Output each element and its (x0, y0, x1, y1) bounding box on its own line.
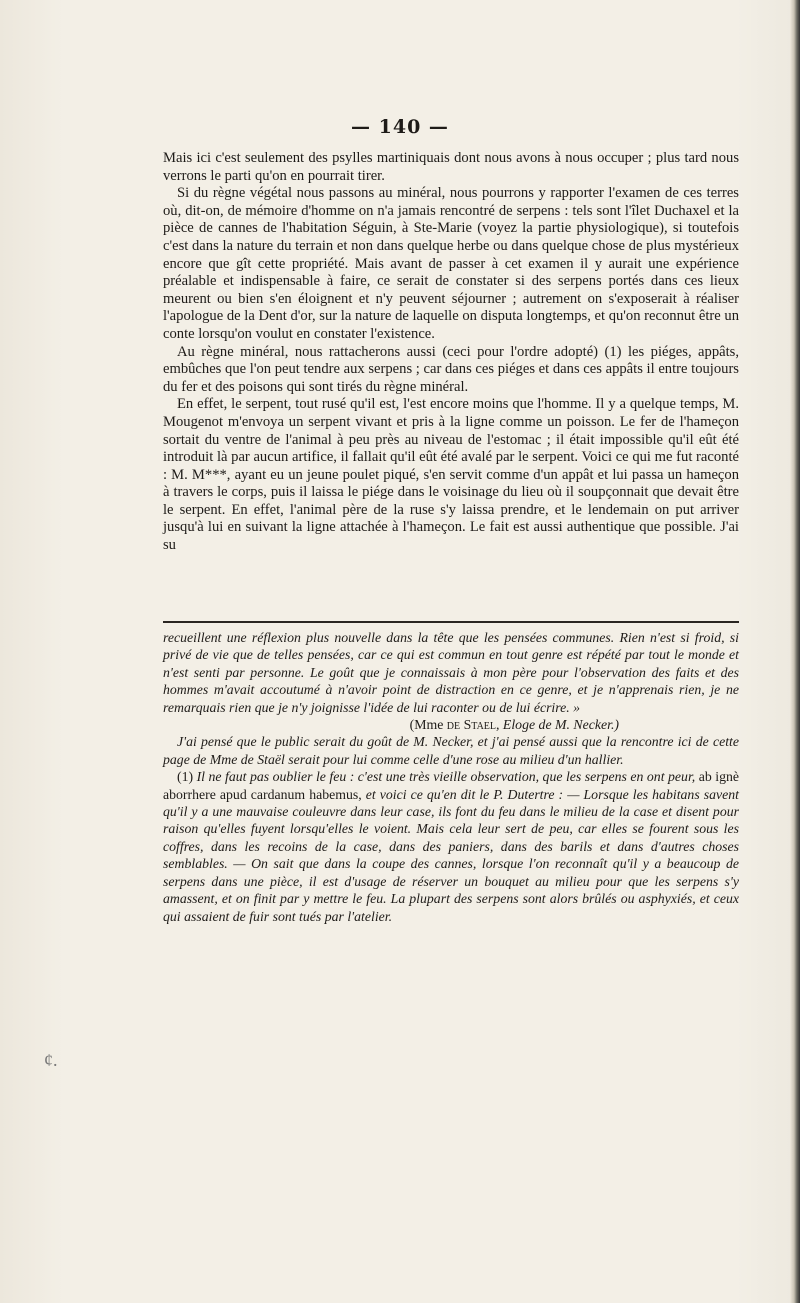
paragraph: En effet, le serpent, tout rusé qu'il est, l'est encore moins que l'homme. Il y a quelque temps, M. Mougenot m'envoya un serpent vivant et pris à la ligne comme un poisson. Le fer de l'hameçon sortait du ventre de l'animal à peu près au niveau de l'estomac ; il était impossible qu'il eût été introduit là par aucun artifice, il fallait qu'il eût été avalé par le serpent. Voici ce qui me fut raconté : M. M***, ayant eu un jeune poulet piqué, s'en servit comme d'un appât et lui passa un hameçon à travers le corps, puis il laissa le piége dans le voisinage du lieu où il soupçonnait que devait être le serpent. En effet, l'animal père de la ruse s'y laissa prendre, et le lendemain on put arriver jusqu'à lui en suivant la ligne attachée à l'hameçon. Le fait est aussi authentique que possible. J'ai su (163, 396, 739, 554)
footnotes (163, 629, 739, 925)
page-edge (790, 0, 800, 1303)
paragraph: Si du règne végétal nous passons au minéral, nous pourrons y rapporter l'examen de ces terres où, dit-on, de mémoire d'homme on n'a jamais rencontré de serpens : tels sont l'îlet Duchaxel et la pièce de cannes de l'habitation Séguin, à Ste-Marie (voyez la partie physiologique), si toutefois c'est dans la nature du terrain et non dans quelque herbe ou dans quelque chose de plus mystérieux encore que gît cette propriété. Mais avant de passer à cet examen il y aurait une expérience préalable et indispensable à faire, ce serait de constater si des serpens portés dans ces lieux meurent ou bien s'en éloignent et n'y peuvent séjourner ; autrement on s'exposerait à réaliser l'apologue de la Dent d'or, sur la nature de laquelle on disputa longtemps, et qu'on reconnut être un conte lorsqu'on voulut en constater l'existence. (163, 185, 739, 342)
note-attribution: (Mme de Stael, Eloge de M. Necker.) (409, 717, 619, 733)
page-number: — 140 — (351, 116, 449, 138)
margin-mark: ¢. (44, 1050, 58, 1070)
paragraph: Au règne minéral, nous rattacherons aussi (ceci pour l'ordre adopté) (1) les piéges, appâts, embûches que l'on peut tendre aux serpens ; car dans ces piéges et dans ces appâts il entre toujours du fer et des poisons qui sont tirés du règne minéral. (163, 343, 739, 395)
note-paragraph: J'ai pensé que le public serait du goût de M. Necker, et j'ai pensé aussi que la rencontre ici de cette page de Mme de Staël serait pour lui comme celle d'une rose au milieu d'un hallier. (163, 734, 739, 767)
paragraph: Mais ici c'est seulement des psylles martiniquais dont nous avons à nous occuper ; plus tard nous verrons le parti qu'on en pourrait tirer. (163, 150, 739, 184)
note-paragraph: recueillent une réflexion plus nouvelle dans la tête que les pensées communes. Rien n'est si froid, si privé de vie que de telles pensées, car ce qui est commun en tout genre est répété par tout le monde et n'est senti par personne. Le goût que je connaissais à mon père pour l'observation des faits et des hommes m'avait accoutumé à n'avoir point de distraction en ce genre, et je n'apprenais rien, je ne remarquais rien que je n'y joignisse l'idée de lui raconter ou de lui écrire. » (163, 630, 739, 715)
footnote-1: (1) Il ne faut pas oublier le feu : c'est une très vieille observation, que les serpens en ont peur, ab ignè aborrhere apud cardanum habemus, et voici ce qu'en dit le P. Dutertre : — Lorsque les habitans savent qu'il y a une mauvaise couleuvre dans leur case, ils font du feu dans le milieu de la case et disent pour raison qu'elles fuyent lorsqu'elles le voient. Mais cela leur sert de peu, car elles se fourent sous les coffres, dans les recoins de la case, dans des paniers, dans des barils et dans d'autres choses semblables. — On sait que dans la coupe des cannes, lorsque l'on reconnaît qu'il y a beaucoup de serpens dans une pièce, il est d'usage de réserver un bouquet au milieu pour que les serpens s'y amassent, et on finit par y mettre le feu. La plupart des serpens sont alors brûlés ou asphyxiés, et ceux qui assaient de fuir sont tués par l'atelier. (163, 769, 739, 924)
main-text (163, 150, 739, 555)
separator-rule (163, 621, 739, 623)
